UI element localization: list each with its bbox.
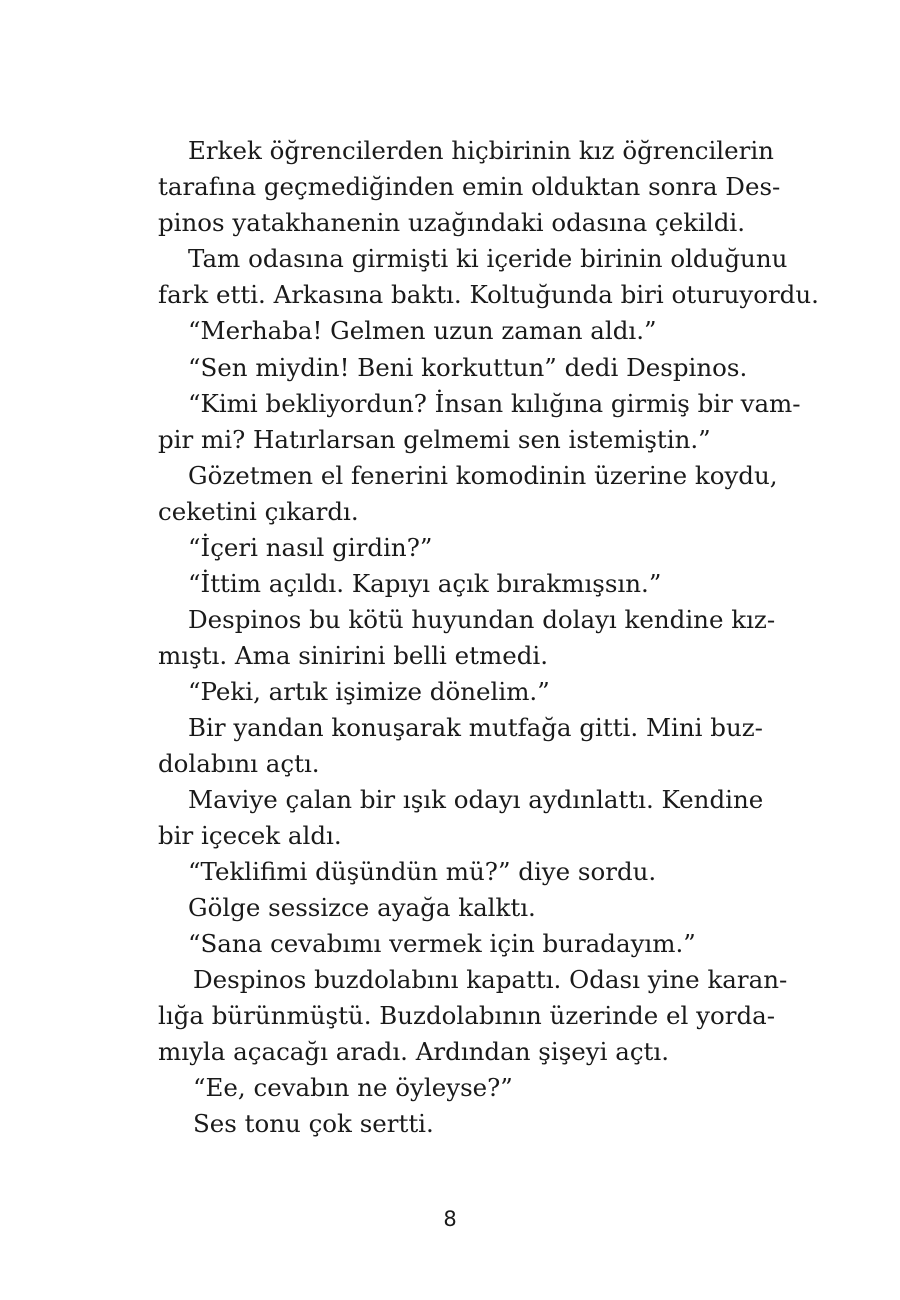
text-line: fark etti. Arkasına baktı. Koltuğunda biri oturuyordu. xyxy=(158,280,819,309)
text-line: bir içecek aldı. xyxy=(158,821,342,850)
text-line: pinos yatakhanenin uzağındaki odasına çekildi. xyxy=(158,208,746,237)
text-line: tarafına geçmediğinden emin olduktan sonra Des- xyxy=(158,172,781,201)
text-line: “İttim açıldı. Kapıyı açık bırakmışsın.” xyxy=(188,569,662,598)
text-line: Tam odasına girmişti ki içeride birinin olduğunu xyxy=(188,244,788,273)
text-line: Ses tonu çok sertti. xyxy=(193,1109,434,1138)
text-line: lığa bürünmüştü. Buzdolabının üzerinde el yorda- xyxy=(158,1001,776,1030)
text-line: “İçeri nasıl girdin?” xyxy=(188,533,433,562)
text-line: mıştı. Ama sinirini belli etmedi. xyxy=(158,641,549,670)
text-line: “Kimi bekliyordun? İnsan kılığına girmiş bir vam- xyxy=(188,389,801,418)
text-line: Maviye çalan bir ışık odayı aydınlattı. Kendine xyxy=(188,785,764,814)
text-line: “Merhaba! Gelmen uzun zaman aldı.” xyxy=(188,316,657,345)
text-line: “Peki, artık işimize dönelim.” xyxy=(188,677,550,706)
text-line: Despinos buzdolabını kapattı. Odası yine karan- xyxy=(193,965,788,994)
text-line: Gözetmen el fenerini komodinin üzerine koydu, xyxy=(188,461,778,490)
text-line: Despinos bu kötü huyundan dolayı kendine kız- xyxy=(188,605,776,634)
text-line: Bir yandan konuşarak mutfağa gitti. Mini buz- xyxy=(188,713,763,742)
text-line: Gölge sessizce ayağa kalktı. xyxy=(188,893,536,922)
text-line: “Sen miydin! Beni korkuttun” dedi Despinos. xyxy=(188,353,748,382)
text-line: “Teklifimi düşündün mü?” diye sordu. xyxy=(188,857,657,886)
text-line: pir mi? Hatırlarsan gelmemi sen istemiştin.” xyxy=(158,425,711,454)
page-number: 8 xyxy=(443,1207,457,1231)
text-line: Erkek öğrencilerden hiçbirinin kız öğrencilerin xyxy=(188,136,774,165)
text-line: “Sana cevabımı vermek için buradayım.” xyxy=(188,929,696,958)
text-line: “Ee, cevabın ne öyleyse?” xyxy=(193,1073,513,1102)
text-line: ceketini çıkardı. xyxy=(158,497,359,526)
text-line: mıyla açacağı aradı. Ardından şişeyi açtı. xyxy=(158,1037,670,1066)
text-line: dolabını açtı. xyxy=(158,749,320,778)
